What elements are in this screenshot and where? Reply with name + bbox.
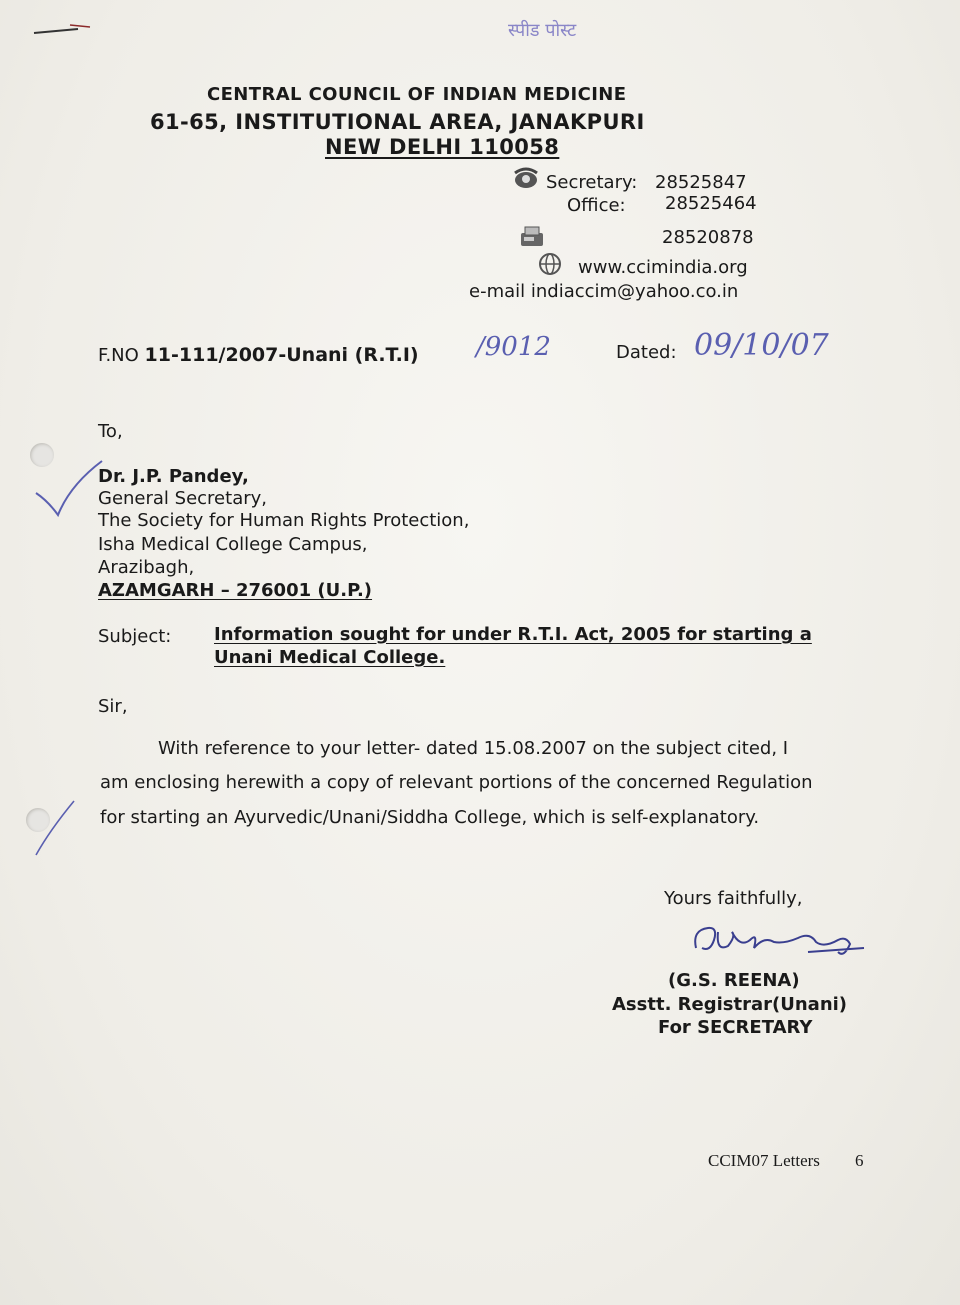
file-reference	[98, 344, 419, 366]
recipient-line-2: The Society for Human Rights Protection,	[98, 510, 470, 531]
fax-number: 28520878	[662, 227, 754, 248]
secretary-label: Secretary:	[546, 172, 638, 193]
website[interactable]: www.ccimindia.org	[578, 257, 748, 278]
to-label: To,	[98, 421, 123, 442]
telephone-icon	[512, 163, 540, 191]
body-line-1: With reference to your letter- dated 15.08.2007 on the subject cited, I	[158, 738, 789, 759]
office-label: Office:	[567, 195, 626, 216]
file-prefix: F.NO	[98, 345, 145, 366]
signatory-name: (G.S. REENA)	[668, 970, 800, 991]
recipient-line-1: General Secretary,	[98, 488, 267, 509]
recipient-line-3: Isha Medical College Campus,	[98, 534, 368, 555]
yours-faithfully: Yours faithfully,	[664, 888, 803, 909]
file-number: 11-111/2007-Unani (R.T.I)	[144, 344, 419, 366]
handwritten-file-number: /9012	[476, 332, 551, 362]
body-line-3: for starting an Ayurvedic/Unani/Siddha College, which is self-explanatory.	[100, 807, 760, 828]
subject-line-1: Information sought for under R.T.I. Act, 2005 for starting a	[214, 624, 812, 645]
margin-tick-icon	[30, 795, 80, 860]
recipient-name: Dr. J.P. Pandey,	[98, 466, 249, 487]
salutation: Sir,	[98, 696, 128, 717]
footer-page-number: 6	[855, 1151, 864, 1170]
secretary-phone: 28525847	[655, 172, 747, 193]
speed-post-stamp: स्पीड पोस्ट	[508, 20, 577, 41]
body-line-2: am enclosing herewith a copy of relevant portions of the concerned Regulation	[100, 772, 813, 793]
dated-label: Dated:	[616, 342, 677, 363]
signatory-for: For SECRETARY	[658, 1017, 813, 1038]
footer-label: CCIM07 Letters	[708, 1151, 820, 1170]
signatory-designation: Asstt. Registrar(Unani)	[612, 994, 848, 1015]
recipient-line-4: Arazibagh,	[98, 557, 195, 578]
signature-icon	[688, 918, 868, 968]
org-city: NEW DELHI 110058	[325, 135, 560, 159]
recipient-city: AZAMGARH – 276001 (U.P.)	[98, 580, 373, 601]
subject-label: Subject:	[98, 626, 172, 647]
email[interactable]: e-mail indiaccim@yahoo.co.in	[469, 281, 739, 302]
fax-icon	[518, 224, 546, 250]
globe-icon	[537, 252, 563, 276]
subject-line-2: Unani Medical College.	[214, 647, 446, 668]
handwritten-date: 09/10/07	[694, 328, 829, 363]
corner-mark-icon	[30, 15, 100, 45]
office-phone: 28525464	[665, 193, 757, 214]
org-name: CENTRAL COUNCIL OF INDIAN MEDICINE	[207, 84, 627, 105]
org-address: 61-65, INSTITUTIONAL AREA, JANAKPURI	[150, 110, 645, 134]
